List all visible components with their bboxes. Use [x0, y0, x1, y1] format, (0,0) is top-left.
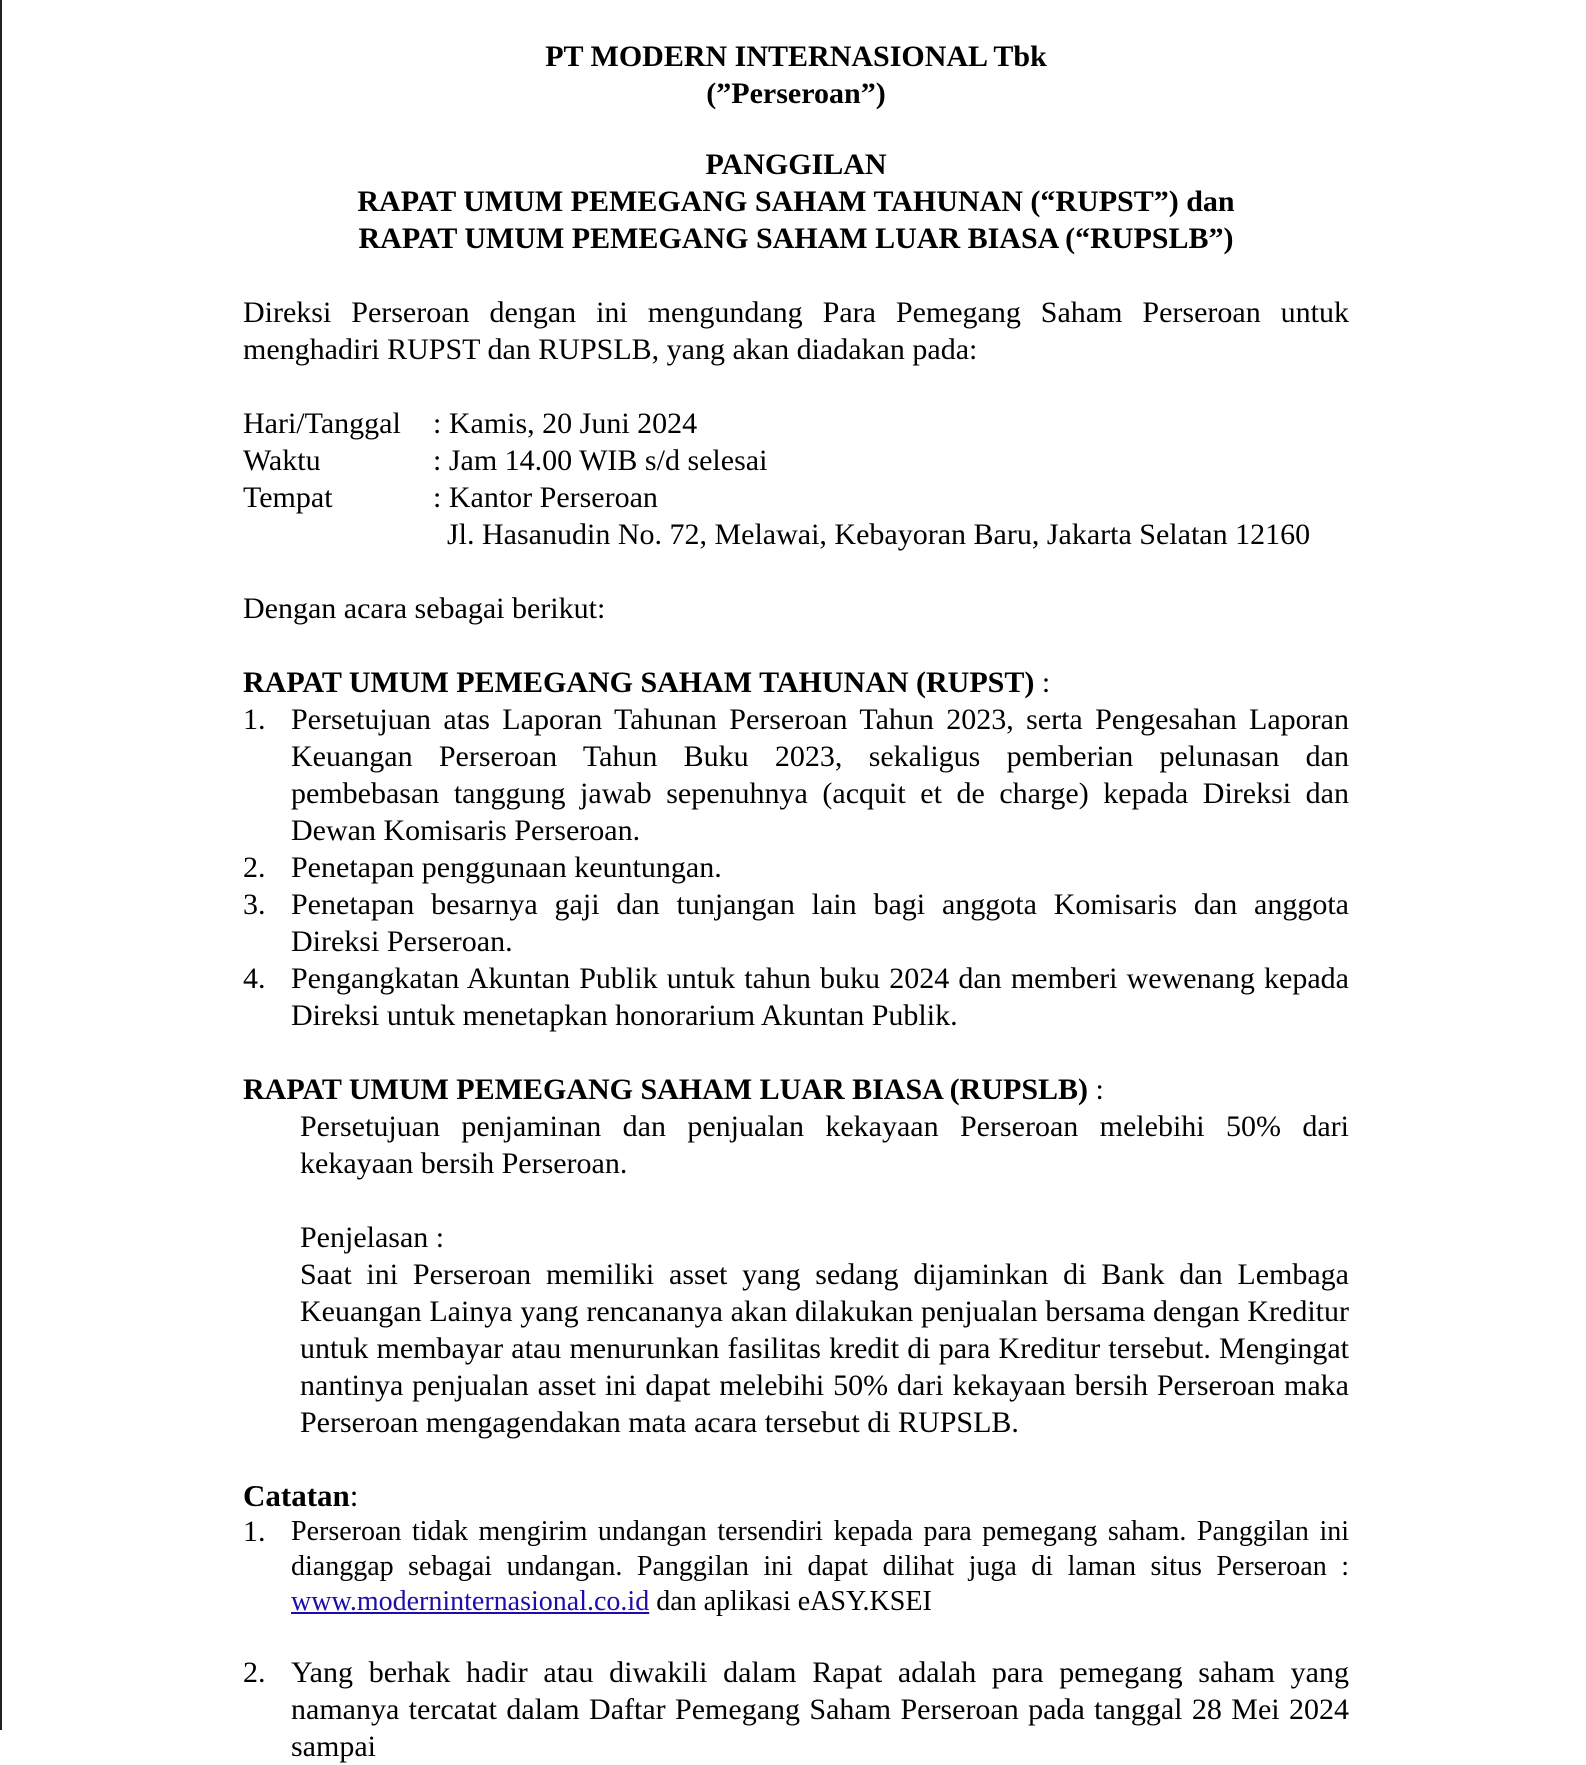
list-item-number: 4. — [243, 962, 266, 995]
meeting-time-value: : Jam 14.00 WIB s/d selesai — [433, 444, 768, 477]
notes-title-suffix: : — [349, 1478, 359, 1513]
intro-paragraph: Direksi Perseroan dengan ini mengundang Para Pemegang Saham Perseroan untuk menghadiri RUPST dan RUPSLB, yang akan diadakan pada: — [243, 296, 1349, 366]
document-page — [243, 38, 1349, 1765]
rupst-heading-suffix: : — [1034, 666, 1051, 699]
notes-title: Catatan — [243, 1478, 350, 1513]
meeting-time-row — [243, 442, 1310, 479]
notes-list — [243, 1514, 1349, 1765]
list-item — [243, 849, 1349, 886]
list-item-number: 1. — [243, 1515, 266, 1548]
agenda-intro: Dengan acara sebagai berikut: — [243, 592, 606, 625]
explanation-text: Saat ini Perseroan memiliki asset yang sedang dijaminkan di Bank dan Lembaga Keuangan Lainya yang rencananya akan dilakukan penjualan bersama dengan Kreditur untuk membayar atau menurunkan fasilitas kredit di para Kreditur tersebut. Mengingat nantinya penjualan asset ini dapat melebihi 50% dari kekayaan bersih Perseroan maka Perseroan mengagendakan mata acara tersebut di RUPSLB. — [300, 1258, 1349, 1439]
meeting-place-value: : Kantor Perseroan — [433, 481, 658, 514]
list-item-number: 2. — [243, 1656, 266, 1689]
list-item-text: Pengangkatan Akuntan Publik untuk tahun buku 2024 dan memberi wewenang kepada Direksi untuk menetapkan honorarium Akuntan Publik. — [291, 962, 1349, 1032]
website-link[interactable]: www.moderninternasional.co.id — [291, 1586, 650, 1617]
company-name: PT MODERN INTERNASIONAL Tbk — [545, 40, 1047, 73]
notice-subtitle-2: RAPAT UMUM PEMEGANG SAHAM LUAR BIASA (“RUPSLB”) — [358, 222, 1234, 255]
meeting-date-value: : Kamis, 20 Juni 2024 — [433, 407, 698, 440]
list-item-number: 3. — [243, 888, 266, 921]
list-item — [243, 701, 1349, 849]
page-left-border — [0, 0, 2, 1730]
list-item-number: 1. — [243, 703, 266, 736]
notice-title: PANGGILAN — [705, 148, 887, 181]
list-item — [243, 886, 1349, 960]
notice-subtitle-1: RAPAT UMUM PEMEGANG SAHAM TAHUNAN (“RUPST”) dan — [357, 185, 1235, 218]
list-item — [243, 1654, 1349, 1765]
note-1-text: Perseroan tidak mengirim undangan tersendiri kepada para pemegang saham. Panggilan ini dianggap sebagai undangan. Panggilan ini dapat dilihat juga di laman situs Perseroan : — [291, 1516, 1349, 1582]
rupslb-section — [243, 1108, 1349, 1441]
list-item-text: Persetujuan atas Laporan Tahunan Perseroan Tahun 2023, serta Pengesahan Laporan Keuangan Perseroan Tahun Buku 2023, sekaligus pemberian pelunasan dan pembebasan tanggung jawab sepenuhnya (acquit et de charge) kepada Direksi dan Dewan Komisaris Perseroan. — [291, 703, 1349, 847]
list-item-number: 2. — [243, 851, 266, 884]
meeting-details — [243, 405, 1310, 553]
company-alias: (”Perseroan”) — [706, 77, 886, 110]
rupslb-heading-text: RAPAT UMUM PEMEGANG SAHAM LUAR BIASA (RUPSLB) — [243, 1073, 1089, 1106]
notes-heading — [243, 1477, 1349, 1514]
meeting-date-label: Hari/Tanggal — [243, 407, 401, 440]
rupslb-heading — [243, 1071, 1349, 1108]
note-2-text: Yang berhak hadir atau diwakili dalam Rapat adalah para pemegang saham yang namanya tercatat dalam Daftar Pemegang Saham Perseroan pada tanggal 28 Mei 2024 sampai — [291, 1656, 1349, 1763]
list-item-text: Penetapan besarnya gaji dan tunjangan lain bagi anggota Komisaris dan anggota Direksi Perseroan. — [291, 888, 1349, 958]
meeting-date-row — [243, 405, 1310, 442]
list-item — [243, 960, 1349, 1034]
rupslb-heading-suffix: : — [1088, 1073, 1104, 1106]
list-item — [243, 1514, 1349, 1619]
list-item-text: Penetapan penggunaan keuntungan. — [291, 851, 722, 884]
rupst-agenda-list — [243, 701, 1349, 1034]
rupslb-agenda-item: Persetujuan penjaminan dan penjualan kekayaan Perseroan melebihi 50% dari kekayaan bersih Perseroan. — [300, 1110, 1349, 1180]
rupst-heading-text: RAPAT UMUM PEMEGANG SAHAM TAHUNAN (RUPST) — [243, 666, 1035, 699]
meeting-place-label: Tempat — [243, 481, 333, 514]
rupst-heading — [243, 664, 1349, 701]
note-1-after: dan aplikasi eASY.KSEI — [649, 1586, 932, 1617]
meeting-time-label: Waktu — [243, 444, 321, 477]
meeting-address-row — [243, 516, 1310, 553]
meeting-address: Jl. Hasanudin No. 72, Melawai, Kebayoran Baru, Jakarta Selatan 12160 — [447, 518, 1311, 551]
meeting-place-row — [243, 479, 1310, 516]
explanation-label: Penjelasan : — [300, 1221, 445, 1254]
